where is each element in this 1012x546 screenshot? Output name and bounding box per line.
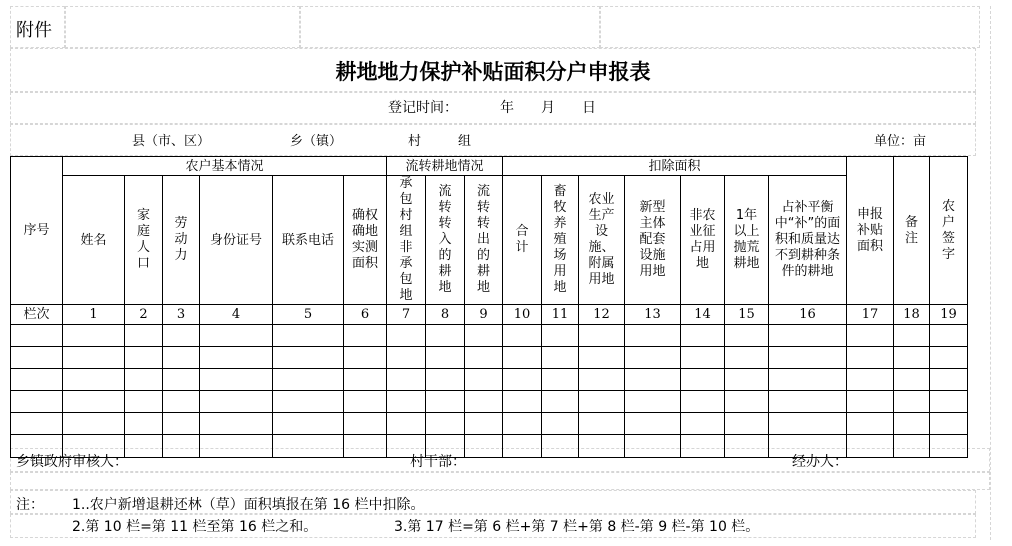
table-cell[interactable] bbox=[125, 369, 163, 391]
table-cell[interactable] bbox=[125, 391, 163, 413]
header-contract: 承包村组非承包地 bbox=[399, 176, 413, 303]
data-rows bbox=[11, 325, 968, 458]
table-cell[interactable] bbox=[344, 347, 387, 369]
column-number: 3 bbox=[163, 305, 200, 325]
table-cell[interactable] bbox=[542, 413, 579, 435]
header-transfer-out: 流转转出的耕地 bbox=[476, 184, 490, 295]
column-number: 10 bbox=[503, 305, 542, 325]
grid-cell-top-3 bbox=[600, 6, 980, 48]
table-cell[interactable] bbox=[503, 413, 542, 435]
table-cell[interactable] bbox=[681, 369, 725, 391]
table-cell[interactable] bbox=[542, 391, 579, 413]
table-cell[interactable] bbox=[894, 347, 930, 369]
table-cell[interactable] bbox=[63, 325, 125, 347]
header-livestock-cell bbox=[542, 176, 579, 305]
header-id: 身份证号 bbox=[200, 176, 273, 305]
table-cell[interactable] bbox=[681, 413, 725, 435]
unit-label: 单位：亩 bbox=[874, 134, 927, 149]
table-row bbox=[11, 347, 968, 369]
header-newtype-cell bbox=[625, 176, 681, 305]
column-number: 6 bbox=[344, 305, 387, 325]
column-number: 5 bbox=[273, 305, 344, 325]
table-cell[interactable] bbox=[681, 435, 725, 458]
header-total-cell bbox=[503, 176, 542, 305]
table-cell[interactable] bbox=[387, 347, 426, 369]
table-cell[interactable] bbox=[426, 369, 465, 391]
table-cell[interactable] bbox=[63, 413, 125, 435]
table-cell[interactable] bbox=[894, 413, 930, 435]
table-cell[interactable] bbox=[163, 391, 200, 413]
table-cell[interactable] bbox=[725, 391, 769, 413]
table-cell[interactable] bbox=[387, 391, 426, 413]
table-cell[interactable] bbox=[465, 325, 503, 347]
table-cell[interactable] bbox=[894, 435, 930, 458]
table-cell[interactable] bbox=[163, 413, 200, 435]
header-contract-cell bbox=[387, 176, 426, 305]
note-2: 2.第 10 栏=第 11 栏至第 16 栏之和。 bbox=[72, 519, 318, 535]
table-cell[interactable] bbox=[200, 413, 273, 435]
grid-cell-blank bbox=[10, 472, 990, 490]
header-sign-cell bbox=[930, 157, 968, 305]
column-number: 15 bbox=[725, 305, 769, 325]
table-cell[interactable] bbox=[542, 325, 579, 347]
column-number-label: 栏次 bbox=[11, 305, 63, 325]
group-household: 农户基本情况 bbox=[63, 157, 387, 176]
subsidy-table bbox=[10, 156, 968, 458]
header-sign: 农户签字 bbox=[941, 198, 955, 262]
table-cell[interactable] bbox=[163, 347, 200, 369]
header-occupy-cell bbox=[769, 176, 847, 305]
form-title: 耕地地力保护补贴面积分户申报表 bbox=[335, 60, 651, 84]
table-cell[interactable] bbox=[344, 413, 387, 435]
header-total: 合计 bbox=[515, 224, 529, 255]
table-cell[interactable] bbox=[465, 369, 503, 391]
table-cell[interactable] bbox=[930, 325, 968, 347]
column-number: 1 bbox=[63, 305, 125, 325]
table-cell[interactable] bbox=[426, 325, 465, 347]
table-cell[interactable] bbox=[894, 369, 930, 391]
table-cell[interactable] bbox=[273, 347, 344, 369]
table-cell[interactable] bbox=[769, 325, 847, 347]
table-cell[interactable] bbox=[579, 391, 625, 413]
table-cell[interactable] bbox=[930, 435, 968, 458]
header-agri-cell bbox=[579, 176, 625, 305]
table-cell[interactable] bbox=[273, 391, 344, 413]
column-number: 9 bbox=[465, 305, 503, 325]
table-cell[interactable] bbox=[625, 435, 681, 458]
table-cell[interactable] bbox=[930, 413, 968, 435]
table-cell[interactable] bbox=[465, 413, 503, 435]
table-cell[interactable] bbox=[426, 413, 465, 435]
table-cell[interactable] bbox=[625, 325, 681, 347]
header-occupy: 占补平衡中“补”的面积和质量达不到耕种条件的耕地 bbox=[774, 200, 841, 279]
table-cell[interactable] bbox=[847, 325, 894, 347]
table-cell[interactable] bbox=[125, 435, 163, 458]
header-nonagri: 非农业征占用地 bbox=[689, 208, 716, 271]
table-cell[interactable] bbox=[725, 369, 769, 391]
table-row bbox=[11, 391, 968, 413]
column-number: 14 bbox=[681, 305, 725, 325]
table-cell[interactable] bbox=[681, 391, 725, 413]
table-cell[interactable] bbox=[11, 347, 63, 369]
table-cell[interactable] bbox=[579, 347, 625, 369]
table-cell[interactable] bbox=[847, 347, 894, 369]
table-cell[interactable] bbox=[465, 391, 503, 413]
table-cell[interactable] bbox=[344, 391, 387, 413]
header-livestock: 畜牧养殖场用地 bbox=[553, 184, 567, 295]
header-abandoned-cell bbox=[725, 176, 769, 305]
table-cell[interactable] bbox=[387, 413, 426, 435]
registration-year: 年 bbox=[500, 100, 514, 116]
table-cell[interactable] bbox=[125, 325, 163, 347]
column-number: 4 bbox=[200, 305, 273, 325]
header-family: 家庭人口 bbox=[136, 208, 150, 271]
registration-day: 日 bbox=[582, 100, 596, 116]
table-cell[interactable] bbox=[273, 413, 344, 435]
grid-cell-time bbox=[10, 92, 976, 124]
table-cell[interactable] bbox=[542, 369, 579, 391]
table-cell[interactable] bbox=[542, 435, 579, 458]
table-cell[interactable] bbox=[200, 325, 273, 347]
table-cell[interactable] bbox=[579, 413, 625, 435]
table-cell[interactable] bbox=[769, 369, 847, 391]
table-cell[interactable] bbox=[930, 369, 968, 391]
table-cell[interactable] bbox=[847, 369, 894, 391]
table-cell[interactable] bbox=[125, 347, 163, 369]
table-cell[interactable] bbox=[273, 435, 344, 458]
column-number: 11 bbox=[542, 305, 579, 325]
header-labor: 劳动力 bbox=[174, 216, 188, 263]
table-cell[interactable] bbox=[63, 347, 125, 369]
table-cell[interactable] bbox=[725, 325, 769, 347]
column-number: 17 bbox=[847, 305, 894, 325]
table-cell[interactable] bbox=[11, 325, 63, 347]
column-number: 18 bbox=[894, 305, 930, 325]
table-cell[interactable] bbox=[894, 325, 930, 347]
column-number: 2 bbox=[125, 305, 163, 325]
table-cell[interactable] bbox=[769, 391, 847, 413]
table-cell[interactable] bbox=[769, 347, 847, 369]
table-cell[interactable] bbox=[930, 391, 968, 413]
column-number: 13 bbox=[625, 305, 681, 325]
header-labor-cell bbox=[163, 176, 200, 305]
header-transfer-in: 流转转入的耕地 bbox=[438, 184, 452, 295]
table-cell[interactable] bbox=[465, 347, 503, 369]
table-cell[interactable] bbox=[847, 391, 894, 413]
location-village: 村 bbox=[408, 134, 422, 149]
table-cell[interactable] bbox=[11, 413, 63, 435]
table-cell[interactable] bbox=[273, 369, 344, 391]
location-township: 乡（镇） bbox=[290, 134, 343, 149]
table-cell[interactable] bbox=[426, 347, 465, 369]
table-cell[interactable] bbox=[930, 347, 968, 369]
attachment-label: 附件 bbox=[16, 20, 52, 41]
township-reviewer-label: 乡镇政府审核人： bbox=[16, 454, 128, 470]
note-1: 1..农户新增退耕还林（草）面积填报在第 16 栏中扣除。 bbox=[72, 497, 425, 513]
table-row bbox=[11, 413, 968, 435]
header-phone: 联系电话 bbox=[273, 176, 344, 305]
grid-vline-right bbox=[990, 6, 991, 540]
table-cell[interactable] bbox=[200, 435, 273, 458]
table-cell[interactable] bbox=[200, 347, 273, 369]
table-cell[interactable] bbox=[847, 413, 894, 435]
registration-time-label: 登记时间： bbox=[388, 100, 458, 116]
table-cell[interactable] bbox=[503, 391, 542, 413]
notes-label: 注： bbox=[16, 497, 44, 513]
header-declared: 申报补贴面积 bbox=[856, 206, 883, 254]
table-cell[interactable] bbox=[725, 435, 769, 458]
table-cell[interactable] bbox=[387, 369, 426, 391]
header-seq: 序号 bbox=[11, 157, 63, 305]
table-cell[interactable] bbox=[769, 413, 847, 435]
village-cadre-label: 村干部： bbox=[410, 454, 466, 470]
column-number: 19 bbox=[930, 305, 968, 325]
table-cell[interactable] bbox=[387, 325, 426, 347]
grid-cell-top-1 bbox=[65, 6, 300, 48]
table-cell[interactable] bbox=[11, 369, 63, 391]
table-cell[interactable] bbox=[625, 413, 681, 435]
header-name: 姓名 bbox=[63, 176, 125, 305]
header-transfer-in-cell bbox=[426, 176, 465, 305]
table-cell[interactable] bbox=[344, 325, 387, 347]
handler-label: 经办人： bbox=[792, 454, 848, 470]
table-cell[interactable] bbox=[503, 325, 542, 347]
table-cell[interactable] bbox=[200, 391, 273, 413]
table-cell[interactable] bbox=[344, 369, 387, 391]
table-cell[interactable] bbox=[63, 369, 125, 391]
table-cell[interactable] bbox=[163, 435, 200, 458]
table-cell[interactable] bbox=[465, 435, 503, 458]
table-cell[interactable] bbox=[625, 369, 681, 391]
header-abandoned: 1年以上抛荒耕地 bbox=[733, 208, 760, 271]
column-number: 16 bbox=[769, 305, 847, 325]
table-cell[interactable] bbox=[426, 391, 465, 413]
header-remark-cell bbox=[894, 157, 930, 305]
table-cell[interactable] bbox=[63, 391, 125, 413]
table-cell[interactable] bbox=[625, 347, 681, 369]
header-confirmed-cell bbox=[344, 176, 387, 305]
table-cell[interactable] bbox=[125, 413, 163, 435]
registration-month: 月 bbox=[541, 100, 555, 116]
table-cell[interactable] bbox=[681, 325, 725, 347]
table-cell[interactable] bbox=[681, 347, 725, 369]
location-county: 县（市、区） bbox=[132, 134, 211, 149]
header-agri: 农业生产设施、附属用地 bbox=[588, 192, 615, 287]
header-confirmed: 确权确地实测面积 bbox=[351, 208, 378, 271]
header-family-cell bbox=[125, 176, 163, 305]
group-transfer: 流转耕地情况 bbox=[387, 157, 503, 176]
header-nonagri-cell bbox=[681, 176, 725, 305]
table-cell[interactable] bbox=[503, 435, 542, 458]
column-number: 12 bbox=[579, 305, 625, 325]
note-3: 3.第 17 栏=第 6 栏+第 7 栏+第 8 栏-第 9 栏-第 10 栏。 bbox=[394, 519, 760, 535]
table-cell[interactable] bbox=[503, 347, 542, 369]
header-declared-cell bbox=[847, 157, 894, 305]
table-cell[interactable] bbox=[579, 325, 625, 347]
grid-cell-top-2 bbox=[300, 6, 600, 48]
table-cell[interactable] bbox=[273, 325, 344, 347]
table-cell[interactable] bbox=[200, 369, 273, 391]
table-cell[interactable] bbox=[579, 435, 625, 458]
table-cell[interactable] bbox=[725, 347, 769, 369]
header-newtype: 新型主体配套设施用地 bbox=[639, 200, 666, 279]
table-cell[interactable] bbox=[503, 369, 542, 391]
table-cell[interactable] bbox=[725, 413, 769, 435]
header-remark: 备注 bbox=[904, 214, 918, 246]
column-number-row bbox=[11, 305, 968, 325]
column-number: 8 bbox=[426, 305, 465, 325]
table-row bbox=[11, 325, 968, 347]
table-cell[interactable] bbox=[625, 391, 681, 413]
table-cell[interactable] bbox=[894, 391, 930, 413]
table-row bbox=[11, 369, 968, 391]
table-cell[interactable] bbox=[847, 435, 894, 458]
table-cell[interactable] bbox=[579, 369, 625, 391]
table-cell[interactable] bbox=[163, 369, 200, 391]
group-deduct: 扣除面积 bbox=[503, 157, 847, 176]
table-cell[interactable] bbox=[11, 391, 63, 413]
table-cell[interactable] bbox=[542, 347, 579, 369]
column-number: 7 bbox=[387, 305, 426, 325]
table-cell[interactable] bbox=[344, 435, 387, 458]
location-group: 组 bbox=[458, 134, 472, 149]
header-transfer-out-cell bbox=[465, 176, 503, 305]
table-cell[interactable] bbox=[163, 325, 200, 347]
